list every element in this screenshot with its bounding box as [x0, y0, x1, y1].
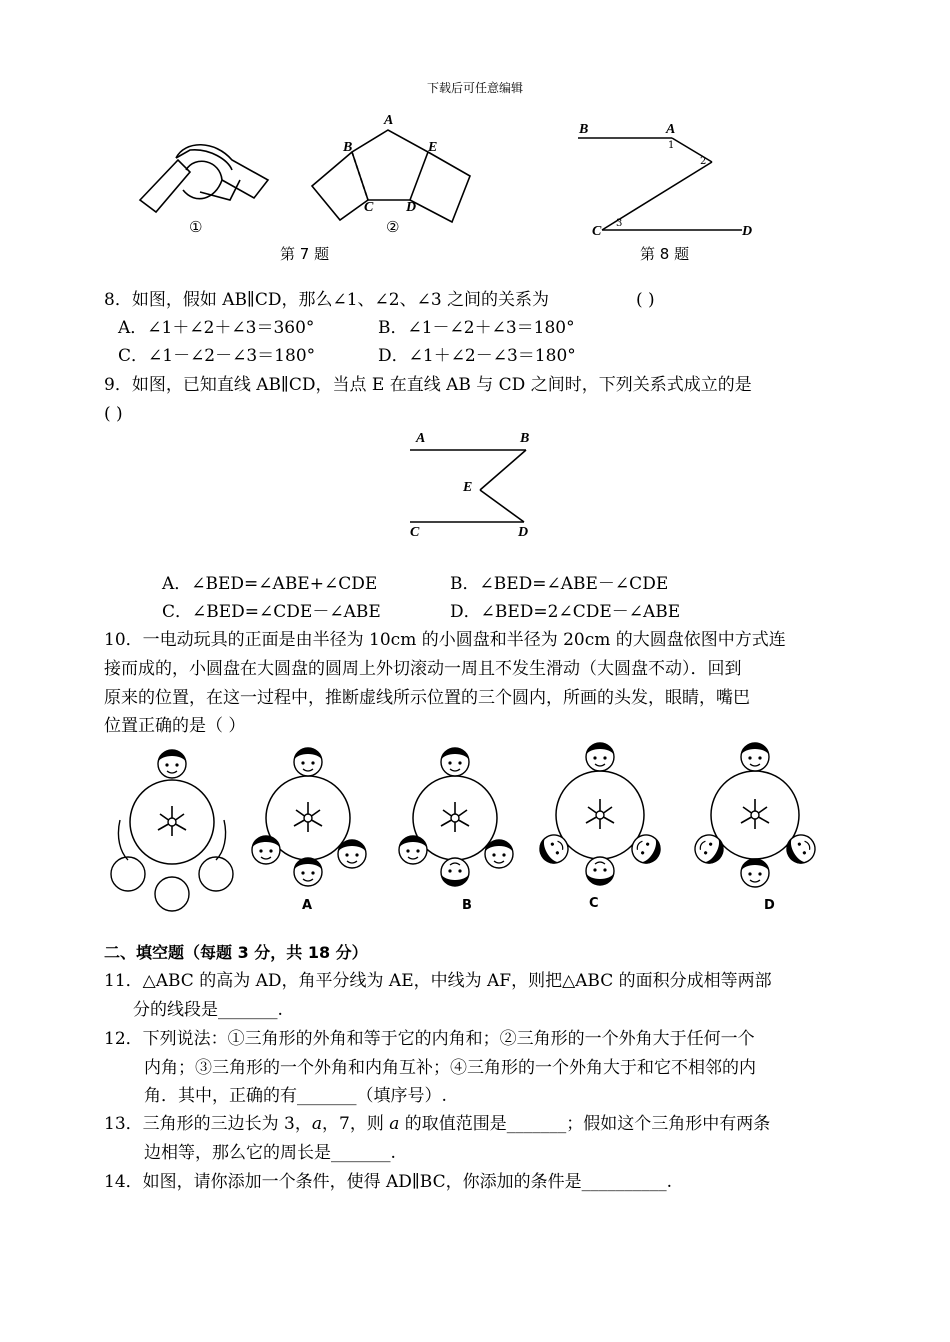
q9-point-b: B: [520, 431, 530, 446]
q8-option-c: C．∠1－∠2－∠3＝180°: [118, 346, 316, 366]
q10-option-b-label: B: [462, 898, 472, 913]
fig7-point-c: C: [364, 200, 374, 215]
q10-option-a-label: A: [302, 898, 313, 913]
q10-line-3: 原来的位置，在这一过程中，推断虚线所示位置的三个圆内，所画的头发，眼睛，嘴巴: [104, 688, 750, 708]
q9-option-c: C．∠BED=∠CDE－∠ABE: [162, 602, 381, 622]
q13-line-2: 边相等，那么它的周长是_______.: [144, 1143, 396, 1163]
q13-line-1: [104, 1112, 770, 1136]
q12-line-3: 角．其中，正确的有_______（填序号）.: [144, 1086, 447, 1106]
fig8-caption: 第 8 题: [640, 245, 690, 263]
q13-var-a: a: [311, 1114, 322, 1134]
q9-option-b: B．∠BED=∠ABE－∠CDE: [450, 574, 669, 594]
q9-point-d: D: [518, 525, 529, 540]
q12-line-2: 内角；③三角形的一个外角和内角互补；④三角形的一个外角大于和它不相邻的内: [144, 1058, 756, 1078]
q9-point-c: C: [410, 525, 420, 540]
q12-line-1: 12．下列说法：①三角形的外角和等于它的内角和；②三角形的一个外角大于任何一个: [104, 1029, 755, 1049]
q8-option-d: D．∠1＋∠2－∠3＝180°: [378, 346, 576, 366]
q10-line-1: 10．一电动玩具的正面是由半径为 10cm 的小圆盘和半径为 20cm 的大圆盘依图中方式连: [104, 630, 786, 650]
fig7-point-b: B: [343, 140, 353, 155]
q13-text-a: 13．三角形的三边长为 3，: [104, 1114, 312, 1134]
fig8-point-d: D: [742, 224, 753, 239]
q9-point-e: E: [463, 480, 473, 495]
q10-option-c-label: C: [589, 896, 599, 911]
q11-line-2: 分的线段是_______.: [133, 1000, 283, 1020]
fig7-label-2: ②: [386, 218, 400, 236]
q9-option-d: D．∠BED=2∠CDE－∠ABE: [450, 602, 681, 622]
q10-line-2: 接而成的，小圆盘在大圆盘的圆周上外切滚动一周且不发生滑动（大圆盘不动）．回到: [104, 659, 742, 679]
fig8-angle-3: 3: [616, 218, 623, 229]
fig7-point-d: D: [406, 200, 417, 215]
fig7-point-e: E: [428, 140, 438, 155]
q8-option-a: A．∠1＋∠2＋∠3＝360°: [118, 318, 315, 338]
q9-paren: ( ): [104, 404, 123, 424]
fig8-angle-1: 1: [668, 140, 675, 151]
q9-stem: 9．如图，已知直线 AB∥CD，当点 E 在直线 AB 与 CD 之间时，下列关系式成立的是: [104, 375, 752, 395]
fig8-angle-2: 2: [700, 156, 707, 167]
q8-paren: ( ): [636, 290, 655, 310]
q8-stem: 8．如图，假如 AB∥CD，那么∠1、∠2、∠3 之间的关系为: [104, 290, 550, 310]
q10-line-4: 位置正确的是（ ）: [104, 716, 246, 736]
fig8-point-c: C: [592, 224, 602, 239]
fig8-point-a: A: [666, 122, 676, 137]
q13-var-a-2: a: [389, 1114, 400, 1134]
fig8-point-b: B: [579, 122, 589, 137]
page-header: 下载后可任意编辑: [426, 81, 523, 95]
q13-text-b: ，7，则: [322, 1114, 390, 1134]
fig7-label-1: ①: [189, 218, 203, 236]
q9-point-a: A: [416, 431, 426, 446]
q11-line-1: 11．△ABC 的高为 AD，角平分线为 AE，中线为 AF，则把△ABC 的面积分成相等两部: [104, 971, 772, 991]
q10-option-d-label: D: [764, 898, 775, 913]
q13-text-c: 的取值范围是_______；假如这个三角形中有两条: [399, 1114, 771, 1134]
section-2-title: 二、填空题（每题 3 分，共 18 分）: [104, 943, 368, 962]
fig7-caption: 第 7 题: [280, 245, 330, 263]
q9-option-a: A．∠BED=∠ABE+∠CDE: [162, 574, 378, 594]
fig7-point-a: A: [384, 113, 394, 128]
q8-option-b: B．∠1－∠2＋∠3＝180°: [378, 318, 575, 338]
q14-line-1: 14．如图，请你添加一个条件，使得 AD∥BC，你添加的条件是__________.: [104, 1172, 673, 1192]
